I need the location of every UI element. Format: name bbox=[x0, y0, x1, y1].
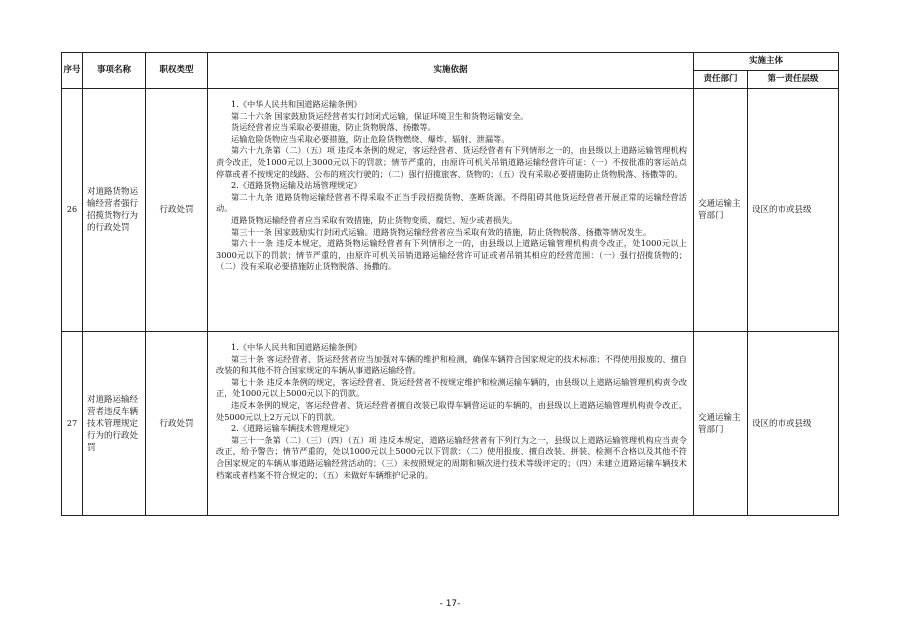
row-basis bbox=[208, 332, 694, 516]
row-dept: 交通运输主管部门 bbox=[694, 89, 748, 332]
basis-line: 1.《中华人民共和国道路运输条例》 bbox=[231, 342, 362, 352]
row-level: 设区的市或县级 bbox=[748, 332, 839, 516]
basis-line: 违反本条例的规定，客运经营者、货运经营者擅自改装已取得车辆营运证的车辆的，由县级以上道路运输管理机构责令改正，处5000元以上2万元以下的罚款。 bbox=[216, 399, 687, 422]
basis-line: 2.《道路运输车辆技术管理规定》 bbox=[231, 423, 354, 434]
basis-line: 第二十六条 国家鼓励货运经营者实行封闭式运输，保证环境卫生和货物运输安全。 bbox=[231, 110, 529, 121]
row-type: 行政处罚 bbox=[146, 89, 208, 332]
header-basis: 实施依据 bbox=[208, 53, 694, 89]
table-row bbox=[62, 89, 839, 332]
basis-line: 1.《中华人民共和国道路运输条例》 bbox=[231, 99, 362, 109]
header-type: 职权类型 bbox=[146, 53, 208, 89]
header-dept: 责任部门 bbox=[694, 71, 748, 89]
row-seq: 26 bbox=[62, 89, 83, 332]
table-row bbox=[62, 332, 839, 516]
header-level: 第一责任层级 bbox=[748, 71, 839, 89]
basis-line: 运输危险货物应当采取必要措施，防止危险货物燃烧、爆炸、辐射、泄漏等。 bbox=[231, 133, 510, 144]
row-item: 对道路货物运输经营者强行招揽货物行为的行政处罚 bbox=[83, 89, 146, 332]
basis-line: 第二十九条 道路货物运输经营者不得采取不正当手段招揽货物、垄断货源。不得阻碍其他货运经营者开展正常的运输经营活动。 bbox=[216, 191, 687, 214]
row-type: 行政处罚 bbox=[146, 332, 208, 516]
enforcement-table bbox=[61, 52, 839, 516]
row-level: 设区的市或县级 bbox=[748, 89, 839, 332]
basis-line: 2.《道路货物运输及站场管理规定》 bbox=[231, 180, 362, 191]
row-item: 对道路运输经营者违反车辆技术管理规定行为的行政处罚 bbox=[83, 332, 146, 516]
header-item: 事项名称 bbox=[83, 53, 146, 89]
row-dept: 交通运输主管部门 bbox=[694, 332, 748, 516]
row-basis bbox=[208, 89, 694, 332]
header-seq: 序号 bbox=[62, 53, 83, 89]
basis-line: 第三十条 客运经营者、货运经营者应当加强对车辆的维护和检测，确保车辆符合国家规定的技术标准；不得使用报废的、擅自改装的和其他不符合国家规定的车辆从事道路运输经营。 bbox=[216, 353, 687, 376]
basis-line: 道路货物运输经营者应当采取有效措施，防止货物变质、腐烂、短少或者损失。 bbox=[231, 214, 518, 225]
page-number: - 17- bbox=[439, 599, 461, 609]
row-seq: 27 bbox=[62, 332, 83, 516]
basis-line: 第六十九条第（二）（五）项 违反本条例的规定，客运经营者、货运经营者有下列情形之一的，由县级以上道路运输管理机构责令改正，处1000元以上3000元以下的罚款；情节严重的，由原许可机关吊销道路运输经营许可证：（一）不按批准的客运站点停靠或者不按规定的线路、公布的班次行驶的；（二）强行招揽旅客、货物的；（五）没有采取必要措施防止货物脱落、扬撒等的。 bbox=[216, 145, 687, 179]
basis-line: 第七十条 违反本条例的规定，客运经营者、货运经营者不按规定维护和检测运输车辆的，由县级以上道路运输管理机构责令改正，处1000元以上5000元以下的罚款。 bbox=[216, 376, 687, 399]
header-subject: 实施主体 bbox=[694, 53, 839, 71]
basis-line: 第三十一条 国家鼓励实行封闭式运输。道路货物运输经营者应当采取有效的措施，防止货物脱落、扬撒等情况发生。 bbox=[231, 226, 652, 237]
basis-line: 第六十一条 违反本规定，道路货物运输经营者有下列情形之一的，由县级以上道路运输管理机构责令改正，处1000元以上3000元以下的罚款；情节严重的，由原许可机关吊销道路运输经营许可证或者吊销其相应的经营范围：（一）强行招揽货物的；（二）没有采取必要措施防止货物脱落、扬撒的。 bbox=[216, 238, 687, 272]
basis-line: 第三十一条第（二）（三）（四）（五）项 违反本规定，道路运输经营者有下列行为之一，县级以上道路运输管理机构应当责令改正，给予警告；情节严重的，处以1000元以上5000元以下罚款：（二）使用报废、擅自改装、拼装、检测不合格以及其他不符合国家规定的车辆从事道路运输经营活动的；（三）未按照规定的周期和频次进行技术等级评定的；（四）未建立道路运输车辆技术档案或者档案不符合规定的；（五）未做好车辆维护记录的。 bbox=[216, 434, 687, 480]
basis-line: 货运经营者应当采取必要措施，防止货物脱落、扬撒等。 bbox=[231, 122, 436, 133]
